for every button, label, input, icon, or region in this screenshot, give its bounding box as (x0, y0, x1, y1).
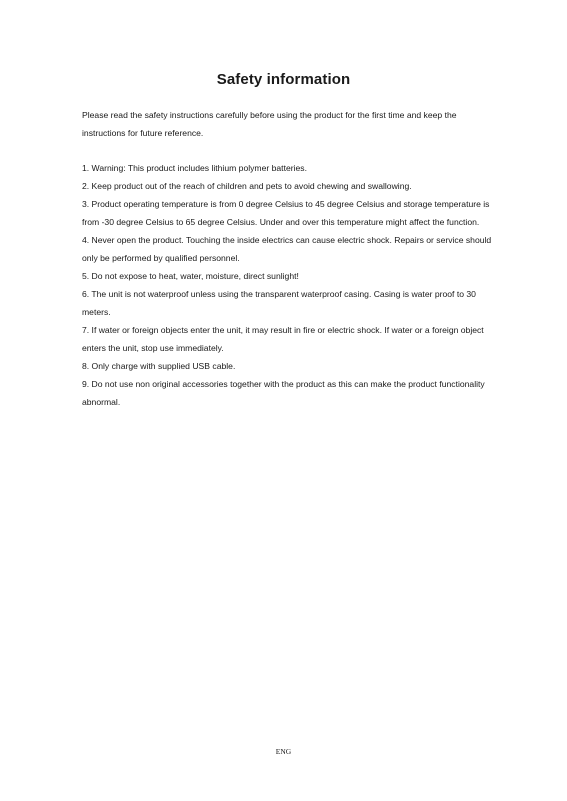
list-item: 6. The unit is not waterproof unless using the transparent waterproof casing. Casing is water proof to 30 meters. (82, 289, 476, 317)
page-title: Safety information (216, 71, 351, 88)
list-item: 4. Never open the product. Touching the inside electrics can cause electric shock. Repairs or service should only be performed by qualified personnel. (82, 235, 492, 263)
intro-paragraph: Please read the safety instructions carefully before using the product for the first time and keep the instructions for future reference. (82, 110, 457, 138)
list-item: 7. If water or foreign objects enter the unit, it may result in fire or electric shock. If water or a foreign object enters the unit, stop use immediately. (82, 325, 484, 353)
page-footer-language: ENG (275, 747, 292, 756)
safety-list (82, 159, 492, 411)
list-item: 3. Product operating temperature is from 0 degree Celsius to 45 degree Celsius and storage temperature is from -30 degree Celsius to 65 degree Celsius. Under and over this temperature might affect the function. (82, 199, 490, 227)
list-item: 2. Keep product out of the reach of children and pets to avoid chewing and swallowing. (82, 181, 412, 191)
list-item: 9. Do not use non original accessories together with the product as this can make the product functionality abnormal. (82, 379, 485, 407)
list-item: 1. Warning: This product includes lithium polymer batteries. (82, 163, 307, 173)
list-item: 5. Do not expose to heat, water, moisture, direct sunlight! (82, 271, 299, 281)
list-item: 8. Only charge with supplied USB cable. (82, 361, 236, 371)
